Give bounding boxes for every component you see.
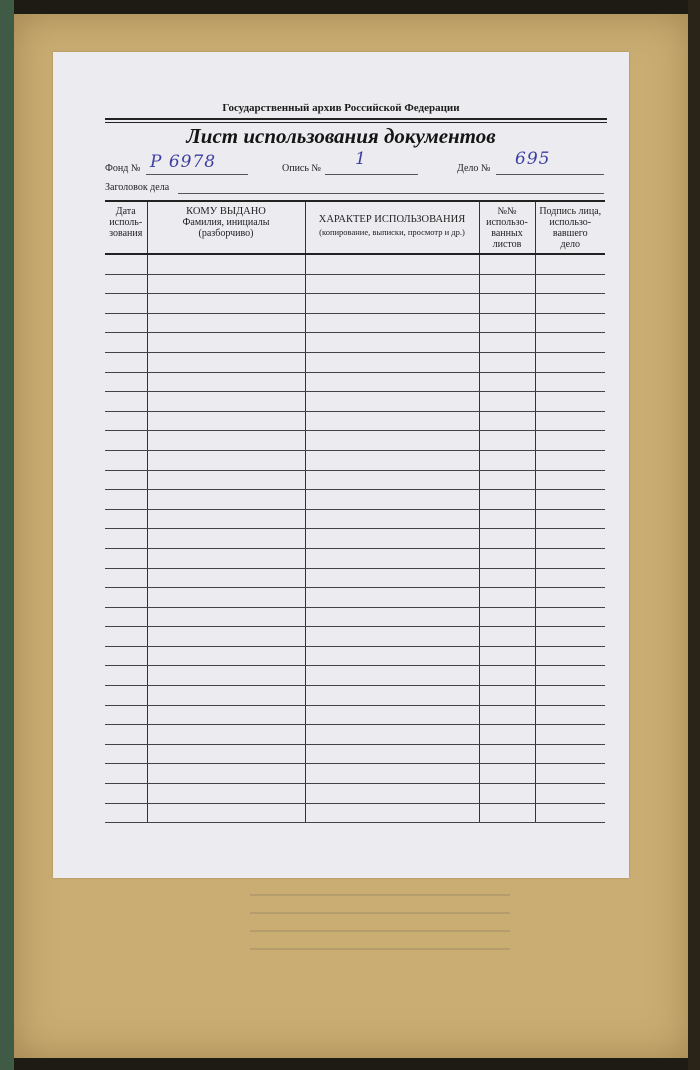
table-cell [535,411,605,431]
table-cell [105,509,147,529]
fond-line [146,174,248,175]
table-cell [305,411,479,431]
table-cell [147,490,305,510]
table-cell [147,352,305,372]
table-cell [479,490,535,510]
table-row [105,588,605,608]
zagolovok-line [178,193,604,194]
col-sheets-used: №№ использо- ванных листов [479,201,535,254]
table-cell [535,529,605,549]
table-cell [105,588,147,608]
table-cell [147,627,305,647]
fond-value: Р 6978 [150,152,217,172]
table-cell [535,725,605,745]
table-cell [147,450,305,470]
table-cell [305,568,479,588]
table-cell [147,470,305,490]
table-row [105,568,605,588]
table-cell [479,431,535,451]
table-cell [535,372,605,392]
table-cell [147,744,305,764]
table-cell [147,254,305,274]
table-cell [535,333,605,353]
table-row [105,372,605,392]
table-row [105,803,605,823]
table-cell [535,352,605,372]
table-cell [479,294,535,314]
header-rule [105,118,607,123]
zagolovok-label: Заголовок дела [105,182,170,193]
table-cell [479,588,535,608]
table-cell [479,333,535,353]
table-cell [479,509,535,529]
table-cell [479,705,535,725]
table-row [105,274,605,294]
table-cell [305,803,479,823]
table-cell [105,725,147,745]
folder-edge [688,0,700,1070]
table-cell [535,294,605,314]
table-cell [147,392,305,412]
table-cell [305,529,479,549]
table-cell [147,313,305,333]
table-cell [479,254,535,274]
table-cell [305,431,479,451]
table-cell [535,392,605,412]
table-cell [305,764,479,784]
table-cell [105,666,147,686]
table-row [105,352,605,372]
table-row [105,411,605,431]
table-cell [479,725,535,745]
table-row [105,470,605,490]
table-cell [479,764,535,784]
table-cell [105,784,147,804]
table-cell [535,607,605,627]
table-cell [535,784,605,804]
table-cell [105,294,147,314]
table-cell [105,529,147,549]
delo-value: 695 [515,149,551,169]
table-row [105,254,605,274]
table-cell [535,509,605,529]
table-cell [479,548,535,568]
table-cell [535,254,605,274]
table-cell [479,646,535,666]
table-cell [305,744,479,764]
table-cell [105,274,147,294]
table-cell [147,764,305,784]
table-cell [535,431,605,451]
table-cell [479,352,535,372]
col-usage-type: ХАРАКТЕР ИСПОЛЬЗОВАНИЯ (копирование, выписки, просмотр и др.) [305,201,479,254]
table-cell [105,548,147,568]
table-cell [305,470,479,490]
table-cell [105,392,147,412]
delo-label: Дело № [457,163,491,174]
table-row [105,744,605,764]
table-row [105,392,605,412]
table-cell [147,274,305,294]
table-cell [147,548,305,568]
table-cell [305,666,479,686]
table-cell [305,627,479,647]
opis-value: 1 [355,149,367,169]
table-cell [147,588,305,608]
table-row [105,548,605,568]
table-cell [479,372,535,392]
table-cell [105,313,147,333]
table-cell [105,764,147,784]
table-cell [305,450,479,470]
opis-line [325,174,418,175]
table-cell [147,705,305,725]
table-row [105,607,605,627]
table-cell [105,490,147,510]
table-cell [535,274,605,294]
table-cell [147,294,305,314]
table-row [105,431,605,451]
table-cell [535,450,605,470]
table-cell [105,568,147,588]
table-row [105,509,605,529]
table-cell [147,372,305,392]
table-cell [105,333,147,353]
form-title: Лист использования документов [186,124,496,148]
table-cell [105,450,147,470]
table-body [105,254,605,823]
table-cell [105,431,147,451]
table-cell [305,333,479,353]
table-cell [535,744,605,764]
table-cell [479,784,535,804]
table-cell [305,705,479,725]
table-cell [105,411,147,431]
table-cell [535,490,605,510]
table-cell [535,470,605,490]
table-cell [479,529,535,549]
table-cell [305,646,479,666]
table-cell [479,313,535,333]
table-cell [535,313,605,333]
table-row [105,725,605,745]
table-row [105,294,605,314]
table-cell [147,725,305,745]
table-cell [305,372,479,392]
archive-name: Государственный архив Российской Федерации [222,102,460,114]
table-cell [479,803,535,823]
col-issued-to: КОМУ ВЫДАНО Фамилия, инициалы (разборчиво) [147,201,305,254]
table-cell [305,313,479,333]
table-cell [105,607,147,627]
table-header-row [105,201,605,254]
table-row [105,490,605,510]
table-cell [479,627,535,647]
table-cell [147,568,305,588]
table-cell [305,352,479,372]
table-cell [147,431,305,451]
table-row [105,313,605,333]
table-cell [479,607,535,627]
table-cell [105,646,147,666]
table-cell [305,294,479,314]
table-cell [147,509,305,529]
table-row [105,450,605,470]
fond-label: Фонд № [105,163,141,174]
table-cell [305,509,479,529]
table-row [105,627,605,647]
table-cell [147,333,305,353]
table-cell [105,627,147,647]
table-cell [535,548,605,568]
delo-line [496,174,604,175]
table-cell [105,803,147,823]
table-cell [479,470,535,490]
usage-sheet [53,52,629,878]
usage-table [105,200,605,823]
table-cell [535,686,605,706]
table-cell [479,744,535,764]
table-cell [305,274,479,294]
table-cell [305,254,479,274]
table-row [105,705,605,725]
table-cell [305,392,479,412]
table-cell [147,666,305,686]
table-cell [305,784,479,804]
table-cell [535,568,605,588]
folder-spine [0,0,14,1070]
table-cell [305,548,479,568]
table-cell [305,588,479,608]
table-cell [147,646,305,666]
col-date: Дата исполь- зования [105,201,147,254]
table-cell [535,646,605,666]
faded-stamp [250,880,510,950]
table-cell [305,686,479,706]
table-cell [535,666,605,686]
table-cell [147,686,305,706]
table-cell [105,744,147,764]
opis-label: Опись № [282,163,321,174]
table-cell [479,392,535,412]
table-cell [535,803,605,823]
table-cell [147,803,305,823]
table-row [105,333,605,353]
table-cell [147,411,305,431]
table-cell [479,666,535,686]
table-row [105,764,605,784]
table-cell [105,254,147,274]
table-row [105,784,605,804]
table-cell [479,568,535,588]
table-cell [479,274,535,294]
table-cell [105,372,147,392]
table-cell [479,450,535,470]
table-cell [535,588,605,608]
table-cell [479,686,535,706]
table-cell [147,607,305,627]
table-row [105,666,605,686]
table-row [105,646,605,666]
table-cell [105,705,147,725]
table-cell [105,686,147,706]
table-cell [147,529,305,549]
table-cell [535,705,605,725]
table-cell [105,352,147,372]
table-row [105,529,605,549]
table-cell [305,607,479,627]
table-cell [305,725,479,745]
table-cell [305,490,479,510]
table-row [105,686,605,706]
table-cell [479,411,535,431]
table-cell [535,764,605,784]
table-cell [105,470,147,490]
col-signature: Подпись лица, использо- вавшего дело [535,201,605,254]
table-cell [147,784,305,804]
table-cell [535,627,605,647]
